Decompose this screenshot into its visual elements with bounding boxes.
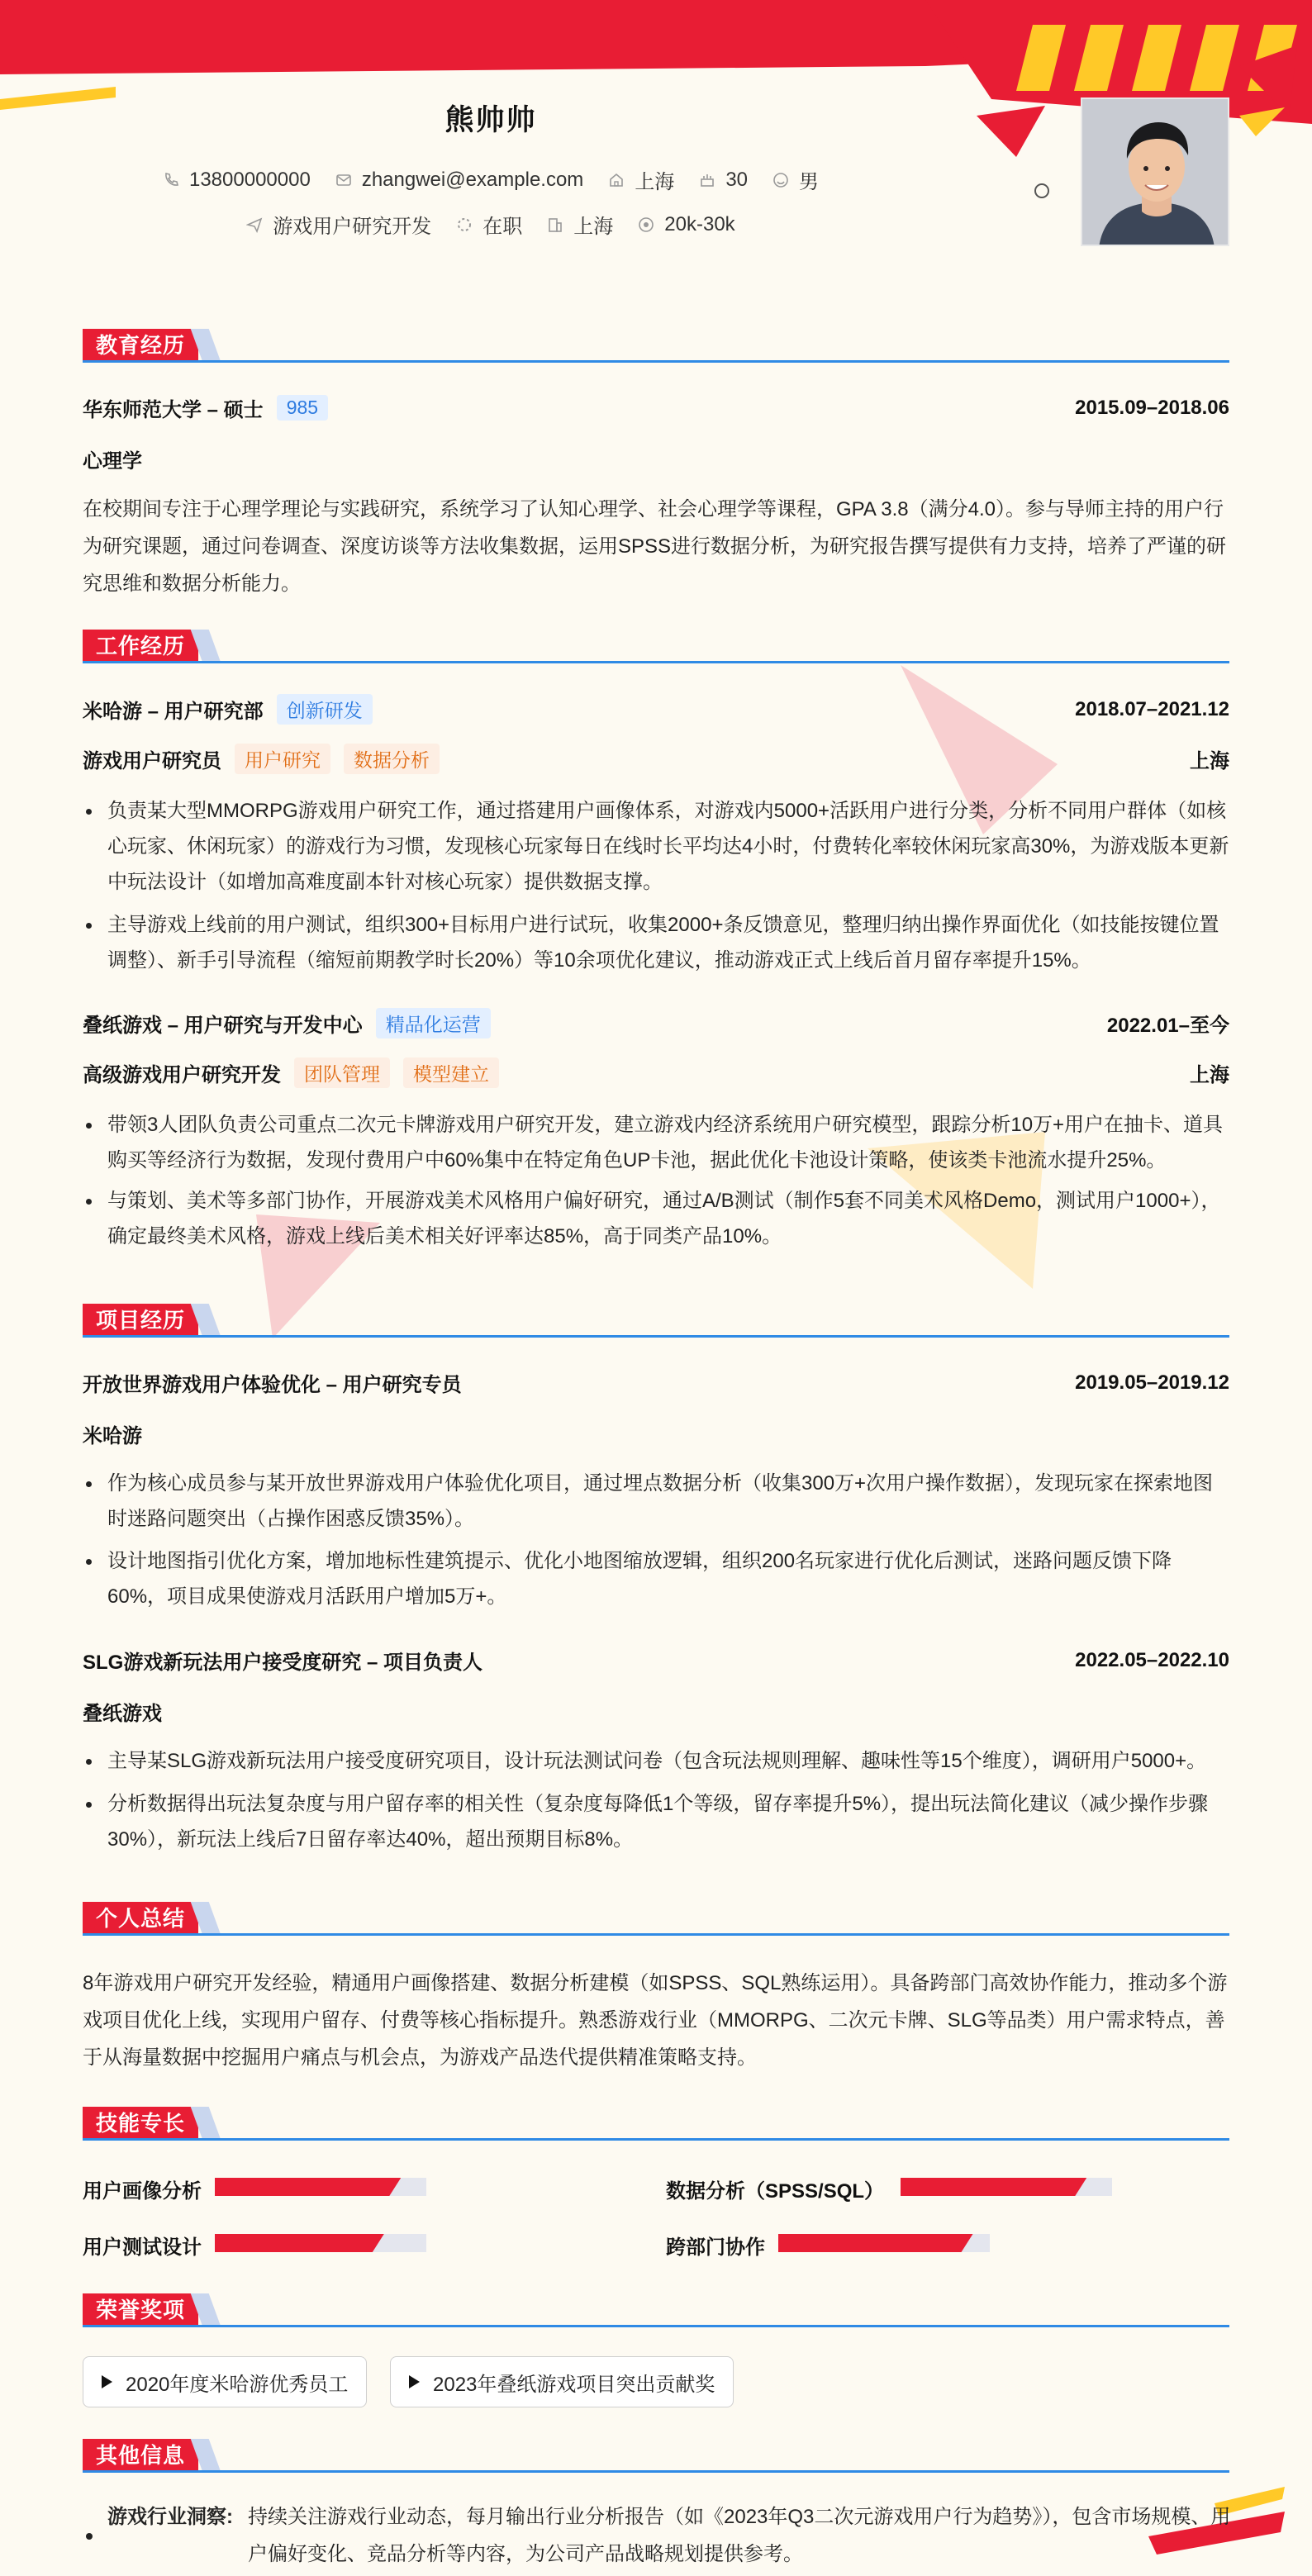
section-summary <box>83 1902 1229 1935</box>
work-1-bullet: 主导游戏上线前的用户测试，组织300+目标用户进行试玩，收集2000+条反馈意见，整理归纳出操作界面优化（如技能按键位置调整）、新手引导流程（缩短前期教学时长20%）等10余项优化建议，推动游戏正式上线后首月留存率提升15%。 <box>83 907 1231 978</box>
work-2-city: 上海 <box>1190 1064 1229 1086</box>
loading-icon <box>456 216 473 233</box>
phone-text: 13800000000 <box>188 168 311 191</box>
section-title-summary: 个人总结 <box>83 1902 198 1935</box>
skill-bar <box>901 2178 1112 2196</box>
skill-name: 用户画像分析 <box>83 2180 202 2203</box>
salary-text: 20k-30k <box>664 212 735 235</box>
work-2-role: 高级游戏用户研究开发 <box>83 1064 281 1086</box>
work-2-company: 叠纸游戏 – 用户研究与开发中心 <box>83 1015 363 1037</box>
project-2-title: SLG游戏新玩法用户接受度研究 – 项目负责人 <box>83 1652 483 1674</box>
section-divider <box>83 2470 1229 2473</box>
age-item <box>699 165 748 194</box>
cake-icon <box>699 172 715 188</box>
skill-fill <box>215 2234 384 2252</box>
award-text: 2020年度米哈游优秀员工 <box>126 2373 349 2396</box>
status-text: 在职 <box>482 216 523 238</box>
award-text: 2023年叠纸游戏项目突出贡献奖 <box>433 2373 715 2396</box>
target-job-text: 游戏用户研究开发 <box>273 216 432 238</box>
skill-bar <box>778 2234 990 2252</box>
work-2-bullet: 与策划、美术等多部门协作，开展游戏美术风格用户偏好研究，通过A/B测试（制作5套不同美术风格Demo，测试用户1000+），确定最终美术风格，游戏上线后美术相关好评率达85%，高于同类产品10%。 <box>83 1183 1231 1254</box>
project-2-org: 叠纸游戏 <box>83 1703 162 1725</box>
age-text: 30 <box>725 168 749 191</box>
avatar-photo <box>1081 97 1229 246</box>
section-divider <box>83 360 1229 363</box>
project-1-bullet: 作为核心成员参与某开放世界游戏用户体验优化项目，通过埋点数据分析（收集300万+次用户操作数据），发现玩家在探索地图时迷路问题突出（占操作困惑反馈35%）。 <box>83 1466 1231 1537</box>
section-title-work: 工作经历 <box>83 630 198 663</box>
skill-bar <box>215 2234 426 2252</box>
work-1-city: 上海 <box>1190 750 1229 772</box>
building-icon <box>547 216 563 233</box>
work-2-badge: 精品化运营 <box>376 1008 491 1038</box>
target-job-item <box>246 210 431 239</box>
work-1-date: 2018.07–2021.12 <box>1075 697 1229 720</box>
section-title-education: 教育经历 <box>83 329 198 362</box>
section-divider <box>83 1933 1229 1936</box>
skill-fill <box>901 2178 1086 2196</box>
project-1-header <box>83 1368 1229 1397</box>
education-date: 2015.09–2018.06 <box>1075 396 1229 419</box>
decor-ring <box>1034 183 1049 198</box>
candidate-name: 熊帅帅 <box>444 104 537 136</box>
education-desc: 在校期间专注于心理学理论与实践研究，系统学习了认知心理学、社会心理学等课程，GPA 3.8（满分4.0）。参与导师主持的用户行为研究课题，通过问卷调查、深度访谈等方法收集数据，运用SPSS进行数据分析，为研究报告撰写提供有力支持，培养了严谨的研究思维和数据分析能力。 <box>83 498 1227 595</box>
skill-name: 用户测试设计 <box>83 2236 202 2259</box>
section-divider <box>83 2325 1229 2327</box>
send-icon <box>246 216 263 233</box>
phone-icon <box>163 172 179 188</box>
work-2-bullet: 带领3人团队负责公司重点二次元卡牌游戏用户研究开发，建立游戏内经济系统用户研究模型，跟踪分析10万+用户在抽卡、道具购买等经济行为数据，发现付费用户中60%集中在特定角色UP卡池，据此优化卡池设计策略，使该类卡池流水提升25%。 <box>83 1107 1231 1178</box>
coin-icon <box>638 216 654 233</box>
job-intent-row <box>0 210 982 239</box>
gender-text: 男 <box>799 171 820 193</box>
project-1-bullet: 设计地图指引优化方案，增加地标性建筑提示、优化小地图缩放逻辑，组织200名玩家进行优化后测试，迷路问题反馈下降60%，项目成果使游戏月活跃用户增加5万+。 <box>83 1543 1231 1614</box>
work-2-header <box>83 1008 1229 1038</box>
skill-item <box>83 2174 202 2203</box>
work-1-tag: 用户研究 <box>235 744 330 774</box>
work-2-date: 2022.01–至今 <box>1106 1015 1229 1037</box>
skill-item <box>666 2231 765 2260</box>
smile-icon <box>772 172 789 188</box>
skill-item <box>666 2174 884 2203</box>
award-item <box>83 2356 367 2407</box>
section-awards <box>83 2293 1229 2326</box>
section-project <box>83 1304 1229 1337</box>
section-title-other: 其他信息 <box>83 2439 198 2472</box>
play-icon <box>102 2375 112 2388</box>
work-1-badge: 创新研发 <box>277 694 373 725</box>
status-item <box>456 210 522 239</box>
award-item <box>390 2356 734 2407</box>
section-skills <box>83 2107 1229 2140</box>
project-1-org: 米哈游 <box>83 1425 142 1447</box>
work-1-tag: 数据分析 <box>344 744 440 774</box>
skill-fill <box>215 2178 401 2196</box>
section-other <box>83 2439 1229 2472</box>
section-title-project: 项目经历 <box>83 1304 198 1337</box>
work-1-header <box>83 694 1229 725</box>
skill-item <box>83 2231 202 2260</box>
phone-item <box>163 165 311 194</box>
email-icon <box>335 172 352 188</box>
work-2-role-row <box>83 1057 1229 1088</box>
work-2-tag: 团队管理 <box>294 1057 390 1088</box>
other-label: 游戏行业洞察: <box>107 2506 233 2528</box>
section-divider <box>83 2138 1229 2141</box>
project-1-date: 2019.05–2019.12 <box>1075 1371 1229 1394</box>
other-item <box>83 2498 1231 2573</box>
skill-name: 数据分析（SPSS/SQL） <box>666 2180 885 2203</box>
skill-fill <box>778 2234 973 2252</box>
play-icon <box>409 2375 420 2388</box>
project-2-bullet: 主导某SLG游戏新玩法用户接受度研究项目，设计玩法测试问卷（包含玩法规则理解、趣味性等15个维度），调研用户5000+。 <box>83 1743 1231 1779</box>
contact-row <box>0 165 982 194</box>
skill-bar <box>215 2178 426 2196</box>
section-work <box>83 630 1229 663</box>
email-text: zhangwei@example.com <box>361 168 584 191</box>
email-item <box>335 165 584 194</box>
project-2-bullet: 分析数据得出玩法复杂度与用户留存率的相关性（复杂度每降低1个等级，留存率提升5%），提出玩法简化建议（减少操作步骤30%），新玩法上线后7日留存率达40%，超出预期目标8%。 <box>83 1786 1231 1857</box>
work-1-role-row <box>83 744 1229 774</box>
salary-item <box>638 210 734 239</box>
city-text: 上海 <box>635 171 675 193</box>
section-education <box>83 329 1229 362</box>
project-2-date: 2022.05–2022.10 <box>1075 1648 1229 1671</box>
work-2-tag: 模型建立 <box>403 1057 499 1088</box>
target-city-item <box>547 210 613 239</box>
skill-name: 跨部门协作 <box>666 2236 765 2259</box>
summary-text: 8年游戏用户研究开发经验，精通用户画像搭建、数据分析建模（如SPSS、SQL熟练运用）。具备跨部门高效协作能力，推动多个游戏项目优化上线，实现用户留存、付费等核心指标提升。熟悉游戏行业（MMORPG、二次元卡牌、SLG等品类）用户需求特点，善于从海量数据中挖掘用户痛点与机会点，为游戏产品迭代提供精准策略支持。 <box>83 1972 1228 2069</box>
work-1-bullet: 负责某大型MMORPG游戏用户研究工作，通过搭建用户画像体系，对游戏内5000+活跃用户进行分类，分析不同用户群体（如核心玩家、休闲玩家）的游戏行为习惯，发现核心玩家每日在线时长平均达4小时，付费转化率较休闲玩家高30%，为游戏版本更新中玩法设计（如增加高难度副本针对核心玩家）提供数据支撑。 <box>83 793 1231 900</box>
major: 心理学 <box>83 450 142 473</box>
home-icon <box>608 172 625 188</box>
city-item <box>608 165 674 194</box>
section-divider <box>83 1335 1229 1338</box>
section-title-awards: 荣誉奖项 <box>83 2293 198 2326</box>
project-2-header <box>83 1646 1229 1675</box>
work-1-role: 游戏用户研究员 <box>83 750 221 772</box>
target-city-text: 上海 <box>573 216 614 238</box>
section-divider <box>83 661 1229 663</box>
project-1-title: 开放世界游戏用户体验优化 – 用户研究专员 <box>83 1374 462 1396</box>
gender-item <box>772 165 819 194</box>
work-1-company: 米哈游 – 用户研究部 <box>83 701 264 723</box>
school-name: 华东师范大学 – 硕士 <box>83 399 264 421</box>
section-title-skills: 技能专长 <box>83 2107 198 2140</box>
education-header <box>83 393 1229 422</box>
school-badge: 985 <box>277 395 328 421</box>
other-text: 持续关注游戏行业动态，每月输出行业分析报告（如《2023年Q3二次元游戏用户行为趋势》），包含市场规模、用户偏好变化、竞品分析等内容，为公司产品战略规划提供参考。 <box>248 2506 1231 2565</box>
